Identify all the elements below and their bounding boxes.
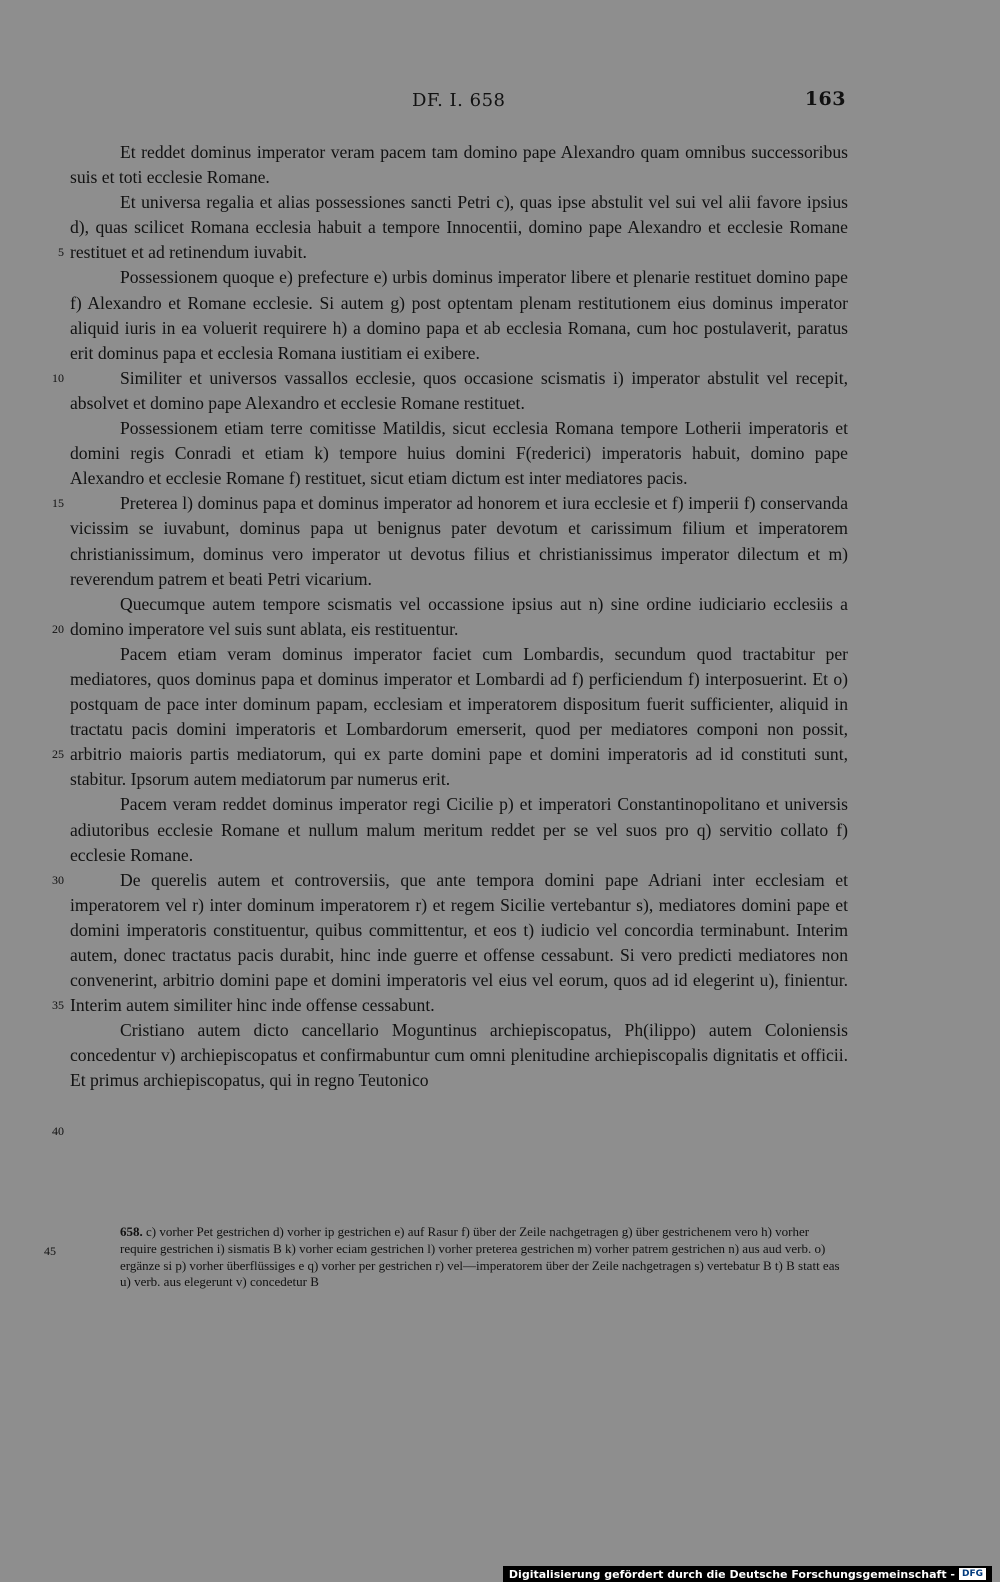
footnote-line-number: 45 xyxy=(44,1244,56,1258)
paragraph: Cristiano autem dicto cancellario Moguntinus archiepiscopatus, Ph(ilippo) autem Coloniensis concedentur v) archiepiscopatus et confirmabuntur cum omni plenitudine archiepiscopalis dignitatis et officii. Et primus archiepiscopatus, qui in regno Teutonico xyxy=(70,1020,848,1091)
paragraph: Quecumque autem tempore scismatis vel occassione ipsius aut n) sine ordine iudiciario ecclesiis a domino imperatore vel suis sunt ablata, eis restituentur. xyxy=(70,593,848,639)
line-number: 5 xyxy=(58,245,64,259)
paragraph: Possessionem etiam terre comitisse Matildis, sicut ecclesia Romana tempore Lotherii imperatoris et domini regis Conradi et etiam k) tempore huius domini F(rederici) imperatoris habuit, domino pape Alexandro et ecclesie Romane f) restituet, sicut etiam dictum est inter mediatores pacis. xyxy=(70,418,848,489)
footnote-doc-number: 658. xyxy=(120,1224,143,1239)
paragraph: Et universa regalia et alias possessiones sancti Petri c), quas ipse abstulit vel sui vel alii favore ipsius d), quas scilicet Romana ecclesia habuit a tempore Innocentii, domino pape Alexandro et ecclesie Romane restituet et ad retinendum iuvabit. xyxy=(70,192,848,263)
line-number: 10 xyxy=(52,371,64,385)
footnote-text: c) vorher Pet gestrichen d) vorher ip gestrichen e) auf Rasur f) über der Zeile nachgetragen g) über gestrichenem vero h) vorher require gestrichen i) sismatis B k) vorher eciam gestrichen l) vorher preterea gestrichen m) vorher patrem gestrichen n) aus aud verb. o) ergänze si p) vorher überflüssiges e q) vorher per gestrichen r) vel—imperatorem über der Zeile nachgetragen s) vertebatur B t) B statt eas u) verb. aus elegerunt v) concedetur B xyxy=(120,1224,840,1290)
dfg-logo-icon: DFG xyxy=(959,1568,986,1580)
paragraph: Et reddet dominus imperator veram pacem tam domino pape Alexandro quam omnibus successoribus suis et toti ecclesie Romane. xyxy=(70,142,848,188)
line-number: 40 xyxy=(52,1124,64,1138)
line-number: 30 xyxy=(52,873,64,887)
funding-text: Digitalisierung gefördert durch die Deutsche Forschungsgemeinschaft - xyxy=(508,1567,955,1581)
funding-notice xyxy=(503,1566,992,1582)
line-number: 35 xyxy=(52,998,64,1012)
page-number: 163 xyxy=(804,88,846,110)
header-title: DF. I. 658 xyxy=(412,90,506,111)
paragraph: Preterea l) dominus papa et dominus imperator ad honorem et iura ecclesie et f) imperii f) conservanda vicissim se iuvabunt, dominus papa ut benignus pater devotum et carissimum filium et imperatorem christianissimum, dominus vero imperator ut devotus filius et christianissimus imperator dilectum et m) reverendum patrem et beati Petri vicarium. xyxy=(70,493,848,589)
body-text xyxy=(70,140,848,1094)
line-number: 15 xyxy=(52,496,64,510)
paragraph: Pacem etiam veram dominus imperator faciet cum Lombardis, secundum quod tractabitur per mediatores, quos dominus papa et dominus imperator et Lombardi ad f) perficiendum f) interposuerint. Et o) postquam de pace inter dominum papam, ecclesiam et imperatorem dispositum fuerit sufficienter, aliquid in tractatu pacis domini imperatoris et Lombardorum emerserit, quod per mediatores componi non possit, arbitrio maioris partis mediatorum, qui ex parte domini pape et domini imperatoris ad id constituti sunt, stabitur. Ipsorum autem mediatorum par numerus erit. xyxy=(70,643,848,790)
paragraph: De querelis autem et controversiis, que ante tempora domini pape Adriani inter ecclesiam et imperatorem vel r) inter dominum imperatorem r) et regem Sicilie vertebantur s), mediatores domini pape et domini imperatoris constituentur, quibus committentur, et eos t) iudicio vel concordia terminabunt. Interim autem, donec tractatus pacis durabit, hinc inde guerre et offense cessabunt. Si vero predicti mediatores non convenerint, arbitrio domini pape et domini imperatoris vel eius vel eorum, quos ad id elegerint u), finientur. Interim autem similiter hinc inde offense cessabunt. xyxy=(70,869,848,1016)
footnotes xyxy=(120,1224,848,1291)
line-number: 20 xyxy=(52,622,64,636)
paragraph: Similiter et universos vassallos ecclesie, quos occasione scismatis i) imperator abstulit vel recepit, absolvet et domino pape Alexandro et ecclesie Romane restituet. xyxy=(70,367,848,413)
running-header xyxy=(72,88,846,118)
paragraph: Possessionem quoque e) prefecture e) urbis dominus imperator libere et plenarie restituet domino pape f) Alexandro et Romane ecclesie. Si autem g) post optentam plenam restitutionem eius dominus imperator aliquid iuris in ea voluerit requirere h) a domino papa et ab ecclesia Romana, cum hoc postulaverit, paratus erit dominus papa et ecclesia Romana iustitiam ei exibere. xyxy=(70,267,848,363)
line-number: 25 xyxy=(52,747,64,761)
paragraph: Pacem veram reddet dominus imperator regi Cicilie p) et imperatori Constantinopolitano et universis adiutoribus ecclesie Romane et nullum malum meritum reddet per se vel suos pro q) servitio collato f) ecclesie Romane. xyxy=(70,794,848,865)
